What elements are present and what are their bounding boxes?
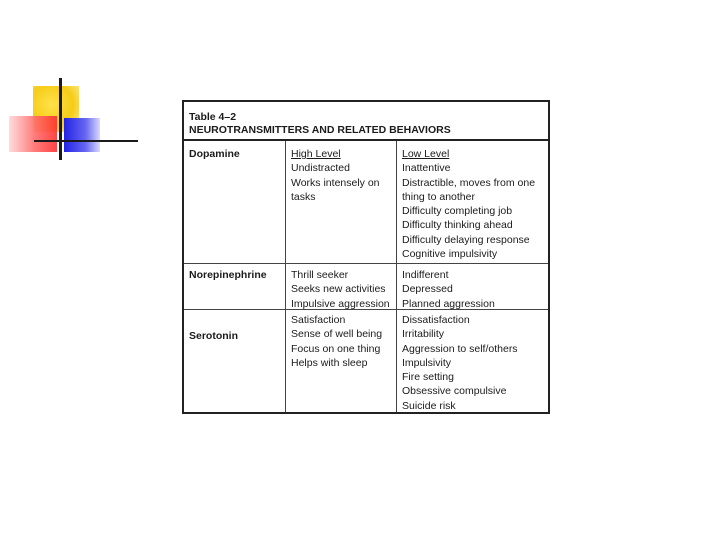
behavior-item: Difficulty thinking ahead [402, 219, 513, 232]
behavior-item: Undistracted [291, 162, 350, 175]
behavior-item: Planned aggression [402, 297, 495, 310]
behavior-item: Difficulty completing job [402, 205, 513, 218]
high-level-cell [291, 147, 380, 204]
table-figure [182, 100, 550, 414]
behavior-item: Dissatisfaction [402, 314, 470, 326]
behavior-item: Thrill seeker [291, 269, 349, 281]
behavior-item: Difficulty delaying response [402, 233, 530, 246]
red-square-shape [9, 116, 57, 152]
behavior-item: Indifferent [402, 269, 449, 281]
behavior-item: Sense of well being [291, 328, 383, 341]
low-level-cell [402, 147, 535, 261]
table-caption [189, 111, 451, 137]
behavior-item: Irritability [402, 328, 445, 341]
behavior-item: Suicide risk [402, 399, 456, 412]
table-grid [184, 139, 548, 412]
table-row [184, 309, 548, 412]
behavior-item: thing to another [402, 190, 475, 203]
behavior-item: Depressed [402, 283, 453, 296]
behavior-item: Aggression to self/others [402, 342, 518, 355]
behavior-item: Satisfaction [291, 314, 346, 326]
high-level-cell [291, 313, 382, 370]
behavior-item: Helps with sleep [291, 356, 368, 369]
low-level-cell [402, 313, 518, 413]
behavior-item: tasks [291, 190, 316, 203]
behavior-item: Cognitive impulsivity [402, 248, 498, 261]
table-title: NEUROTRANSMITTERS AND RELATED BEHAVIORS [189, 124, 451, 136]
behavior-item: Inattentive [402, 162, 451, 175]
blue-square-shape [64, 118, 100, 152]
behavior-item: Impulsivity [402, 356, 452, 369]
high-level-header: High Level [291, 148, 341, 160]
neurotransmitter-name: Dopamine [189, 148, 240, 160]
high-level-cell [291, 268, 390, 311]
slide-logo [0, 0, 150, 170]
low-level-cell [402, 268, 495, 311]
horizontal-line-shape [34, 140, 138, 142]
behavior-item: Focus on one thing [291, 342, 381, 355]
behavior-item: Seeks new activities [291, 283, 386, 296]
behavior-item: Distractible, moves from one [402, 176, 536, 189]
neurotransmitter-name: Serotonin [189, 330, 238, 342]
low-level-header: Low Level [402, 148, 450, 160]
behavior-item: Impulsive aggression [291, 297, 390, 310]
vertical-line-shape [59, 78, 62, 160]
behavior-item: Obsessive compulsive [402, 385, 507, 398]
behavior-item: Fire setting [402, 371, 454, 384]
table-row [184, 263, 548, 310]
neurotransmitter-name: Norepinephrine [189, 269, 267, 281]
table-row [184, 141, 548, 264]
behavior-item: Works intensely on [291, 176, 380, 189]
table-label: Table 4–2 [189, 111, 237, 123]
